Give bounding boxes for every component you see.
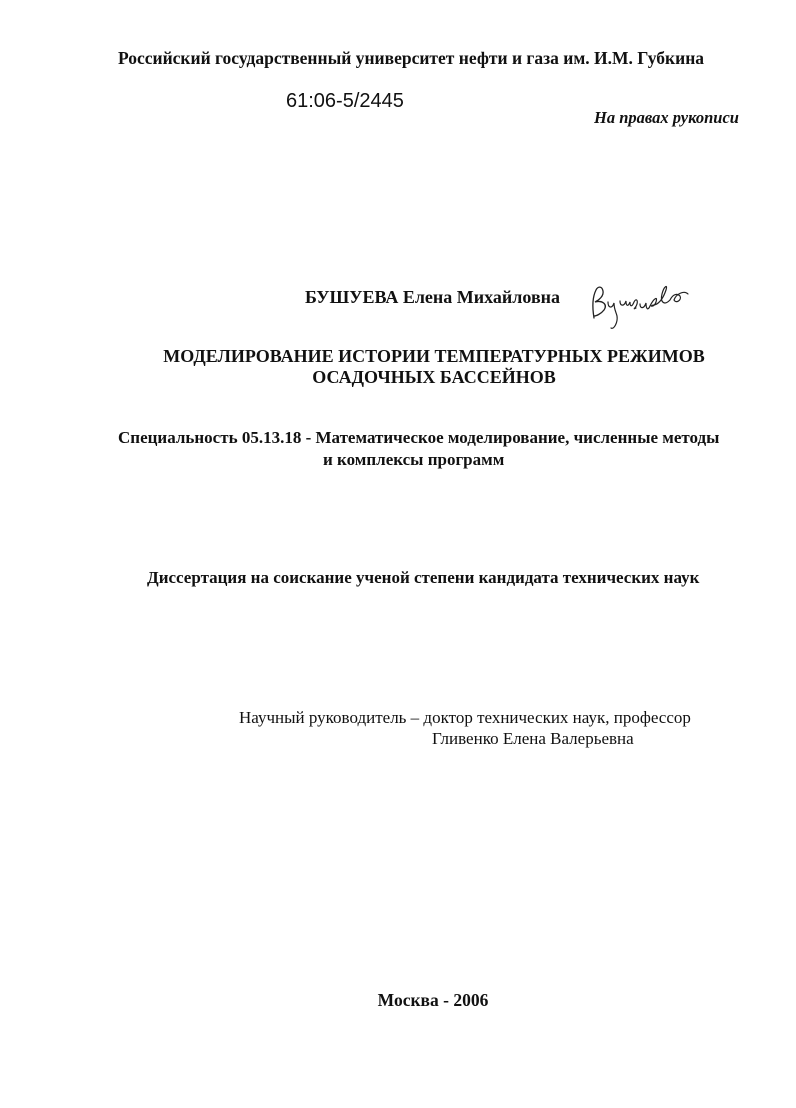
- specialty-line-1: Специальность 05.13.18 - Математическое моделирование, численные методы: [118, 428, 720, 447]
- city-year: Москва - 2006: [377, 990, 489, 1010]
- university-name: Российский государственный университет нефти и газа им. И.М. Губкина: [117, 48, 705, 68]
- specialty-line-2: и комплексы программ: [323, 450, 505, 469]
- author-signature: [584, 276, 704, 336]
- title-line-2: ОСАДОЧНЫХ БАССЕЙНОВ: [312, 367, 556, 387]
- signature-text: Бушуева: [584, 276, 588, 277]
- advisor-line-1: Научный руководитель – доктор технических наук, профессор: [239, 708, 691, 727]
- catalog-code: 61:06-5/2445: [286, 90, 404, 112]
- rights-note: На правах рукописи: [594, 108, 739, 127]
- degree-statement: Диссертация на соискание ученой степени кандидата технических наук: [147, 568, 700, 587]
- title-line-1: МОДЕЛИРОВАНИЕ ИСТОРИИ ТЕМПЕРАТУРНЫХ РЕЖИМОВ: [163, 346, 705, 366]
- author-name: БУШУЕВА Елена Михайловна: [305, 287, 561, 307]
- advisor-line-2: Гливенко Елена Валерьевна: [432, 729, 634, 748]
- dissertation-title: [0, 346, 796, 388]
